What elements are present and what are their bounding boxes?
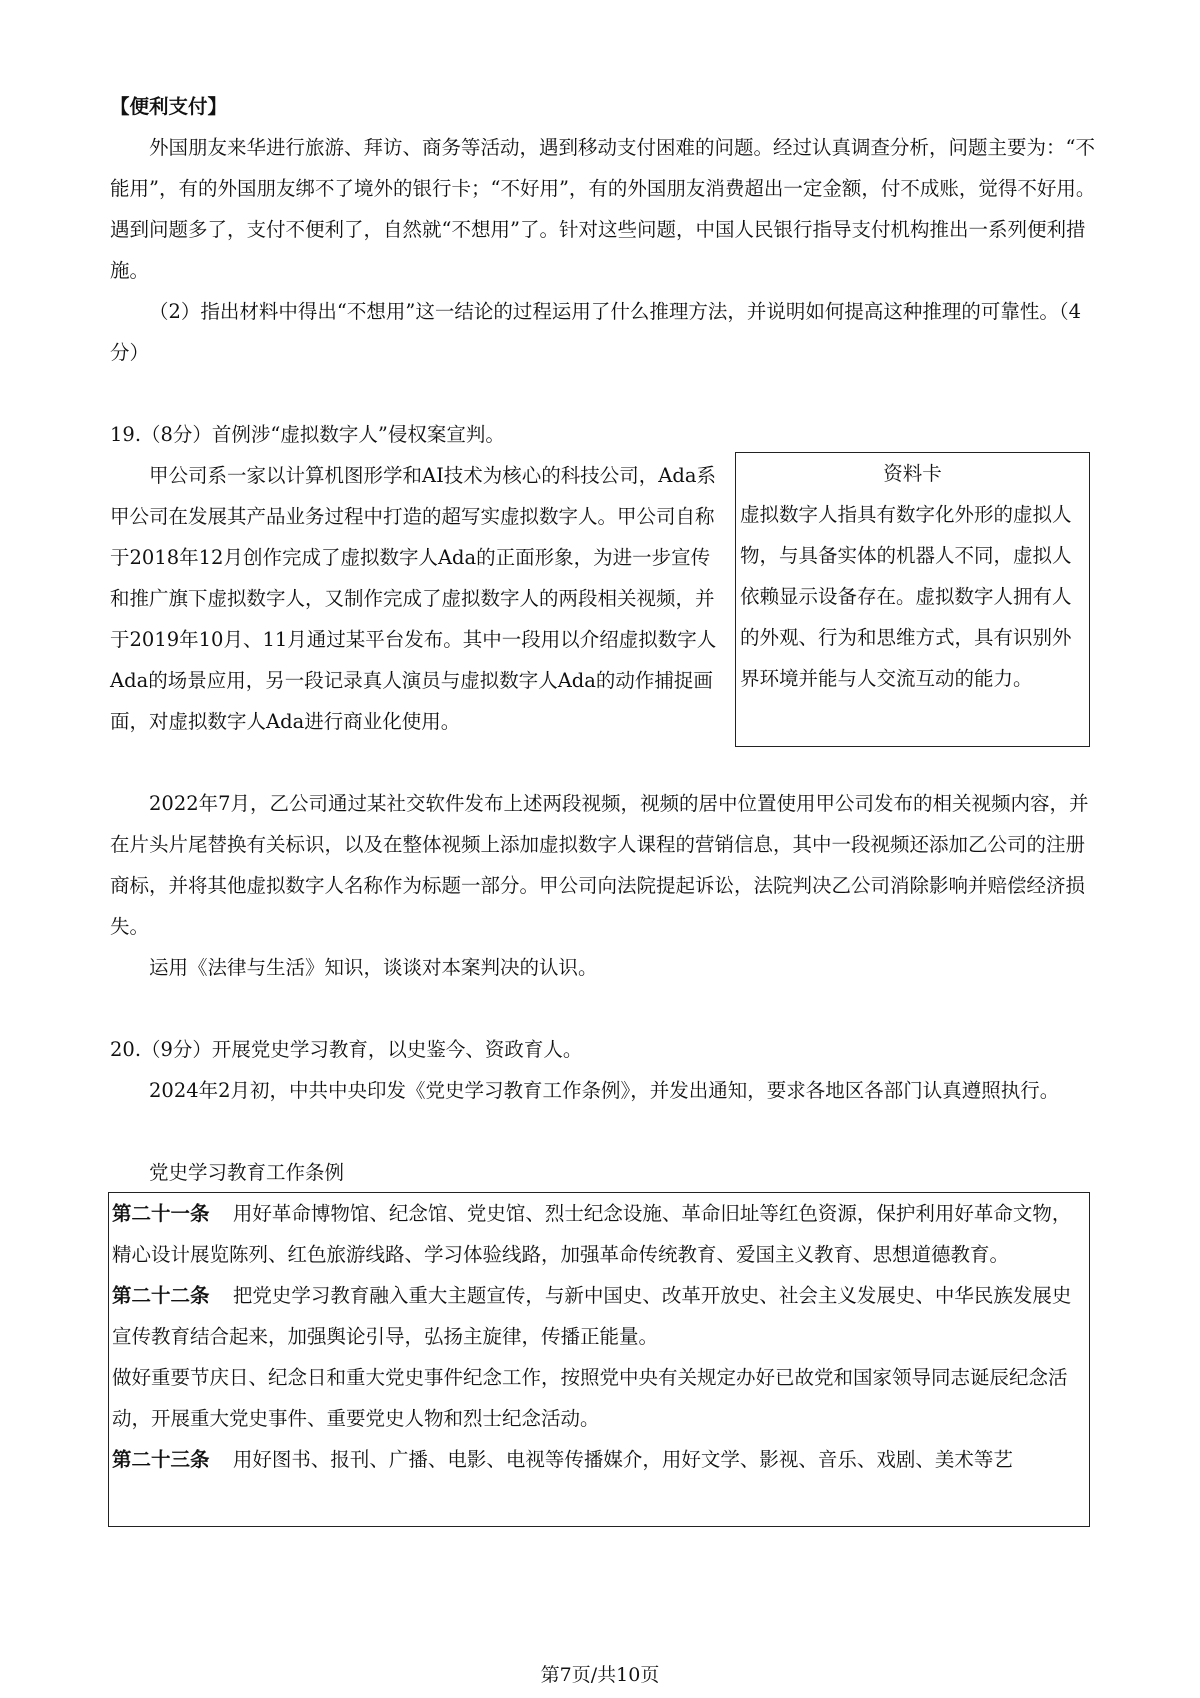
q19-paragraph-1: 甲公司系一家以计算机图形学和AI技术为核心的科技公司，Ada系甲公司在发展其产品业务过程中打造的超写实虚拟数字人。甲公司自称于2018年12月创作完成了虚拟数字人Ada的正面形象，为进一步宣传和推广旗下虚拟数字人，又制作完成了虚拟数字人的两段相关视频，并于2019年10月、11月通过某平台发布。其中一段用以介绍虚拟数字人Ada的场景应用，另一段记录真人演员与虚拟数字人Ada的动作捕捉画面，对虚拟数字人Ada进行商业化使用。 bbox=[110, 464, 717, 733]
q19-heading: 19.（8分）首例涉“虚拟数字人”侵权案宣判。 bbox=[110, 423, 505, 446]
regulation-excerpt-box bbox=[108, 1192, 1090, 1527]
question-2: （2）指出材料中得出“不想用”这一结论的过程运用了什么推理方法，并说明如何提高这种推理的可靠性。（4分） bbox=[110, 300, 1082, 364]
q19-paragraph-2: 2022年7月，乙公司通过某社交软件发布上述两段视频，视频的居中位置使用甲公司发布的相关视频内容，并在片头片尾替换有关标识，以及在整体视频上添加虚拟数字人课程的营销信息，其中一段视频还添加乙公司的注册商标，并将其他虚拟数字人名称作为标题一部分。甲公司向法院提起诉讼，法院判决乙公司消除影响并赔偿经济损失。 bbox=[110, 792, 1089, 938]
article-text: 做好重要节庆日、纪念日和重大党史事件纪念工作，按照党中央有关规定办好已故党和国家领导同志诞辰纪念活动，开展重大党史事件、重要党史人物和烈士纪念活动。 bbox=[112, 1366, 1068, 1430]
article-23 bbox=[112, 1439, 1086, 1480]
article-text: 把党史学习教育融入重大主题宣传，与新中国史、改革开放史、社会主义发展史、中华民族发展史宣传教育结合起来，加强舆论引导，弘扬主旋律，传播正能量。 bbox=[112, 1284, 1072, 1348]
resource-card bbox=[735, 452, 1090, 747]
article-heading: 第二十三条 bbox=[112, 1448, 210, 1471]
page-number-footer: 第7页/共10页 bbox=[540, 1664, 660, 1686]
document-title: 党史学习教育工作条例 bbox=[149, 1161, 345, 1184]
article-text: 用好革命博物馆、纪念馆、党史馆、烈士纪念设施、革命旧址等红色资源，保护利用好革命文物，精心设计展览陈列、红色旅游线路、学习体验线路，加强革命传统教育、爱国主义教育、思想道德教育。 bbox=[112, 1202, 1072, 1266]
article-22-clause bbox=[112, 1357, 1086, 1439]
q19-question: 运用《法律与生活》知识，谈谈对本案判决的认识。 bbox=[149, 956, 598, 979]
resource-card-text: 虚拟数字人指具有数字化外形的虚拟人物，与具备实体的机器人不同，虚拟人依赖显示设备存在。虚拟数字人拥有人的外观、行为和思维方式，具有识别外界环境并能与人交流互动的能力。 bbox=[740, 503, 1072, 690]
resource-card-title: 资料卡 bbox=[883, 462, 942, 485]
q20-paragraph-1: 2024年2月初，中共中央印发《党史学习教育工作条例》，并发出通知，要求各地区各部门认真遵照执行。 bbox=[149, 1079, 1060, 1102]
article-22 bbox=[112, 1275, 1086, 1357]
article-heading: 第二十一条 bbox=[112, 1202, 210, 1225]
article-heading: 第二十二条 bbox=[112, 1284, 210, 1307]
q20-heading: 20.（9分）开展党史学习教育，以史鉴今、资政育人。 bbox=[110, 1038, 583, 1061]
convenience-paragraph: 外国朋友来华进行旅游、拜访、商务等活动，遇到移动支付困难的问题。经过认真调查分析，问题主要为：“不能用”，有的外国朋友绑不了境外的银行卡；“不好用”，有的外国朋友消费超出一定金额，付不成账，觉得不好用。遇到问题多了，支付不便利了，自然就“不想用”了。针对这些问题，中国人民银行指导支付机构推出一系列便利措施。 bbox=[110, 136, 1096, 282]
article-21 bbox=[112, 1193, 1086, 1275]
section-title: 【便利支付】 bbox=[110, 95, 228, 118]
article-text: 用好图书、报刊、广播、电影、电视等传播媒介，用好文学、影视、音乐、戏剧、美术等艺 bbox=[232, 1448, 1013, 1471]
